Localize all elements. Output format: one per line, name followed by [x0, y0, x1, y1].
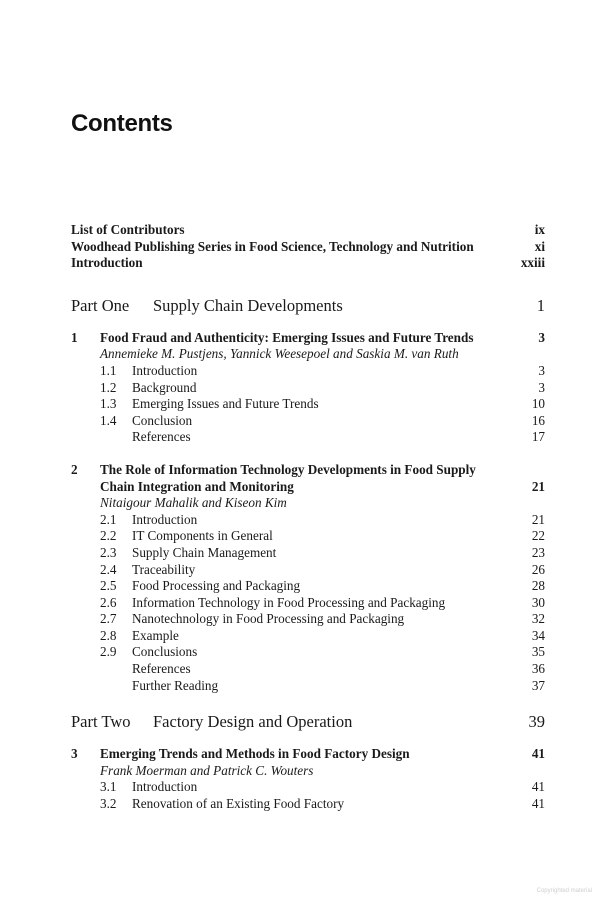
front-matter-title: Woodhead Publishing Series in Food Science, Technology and Nutrition — [71, 238, 474, 254]
section-title: Conclusions — [132, 644, 198, 660]
section-number: 1.2 — [100, 379, 117, 395]
part-page: 1 — [536, 295, 545, 315]
chapter-heading[interactable] — [71, 462, 545, 495]
section-page: 3 — [538, 362, 545, 378]
section-number: 1.4 — [100, 412, 117, 428]
section-title: Information Technology in Food Processing and Packaging — [132, 594, 446, 610]
section-title: Introduction — [132, 779, 198, 795]
front-matter-page: xi — [534, 238, 545, 254]
chapter-number: 2 — [71, 461, 78, 477]
section-entry[interactable] — [71, 528, 545, 545]
copyright-watermark: Copyrighted material — [536, 888, 592, 894]
section-page: 28 — [531, 578, 545, 594]
chapter-title: Food Fraud and Authenticity: Emerging Issues and Future Trends — [100, 329, 474, 345]
section-page: 35 — [531, 644, 545, 660]
part-page: 39 — [528, 712, 545, 732]
section-entry[interactable] — [71, 396, 545, 413]
section-number: 1.3 — [100, 396, 117, 412]
section-page: 41 — [531, 796, 545, 812]
section-page: 30 — [531, 594, 545, 610]
section-page: 10 — [531, 396, 545, 412]
section-page: 26 — [531, 561, 545, 577]
section-number: 2.1 — [100, 511, 117, 527]
section-entry[interactable] — [71, 678, 545, 695]
section-page: 23 — [531, 544, 545, 560]
section-page: 22 — [531, 528, 545, 544]
chapter-title-block — [100, 462, 515, 495]
section-number: 3.2 — [100, 796, 117, 812]
section-title: Conclusion — [132, 412, 193, 428]
part-title: Factory Design and Operation — [153, 712, 353, 732]
section-title: Introduction — [132, 362, 198, 378]
front-matter-item[interactable] — [71, 222, 545, 239]
chapter-authors: Annemieke M. Pustjens, Yannick Weesepoel and Saskia M. van Ruth — [100, 346, 459, 362]
section-title: Supply Chain Management — [132, 544, 277, 560]
section-title: IT Components in General — [132, 528, 273, 544]
chapter-heading[interactable] — [71, 330, 545, 347]
section-title: Emerging Issues and Future Trends — [132, 396, 319, 412]
section-number: 2.7 — [100, 611, 117, 627]
chapter-number: 1 — [71, 329, 78, 345]
section-number: 2.6 — [100, 594, 117, 610]
section-page: 16 — [531, 412, 545, 428]
chapter-title: Emerging Trends and Methods in Food Factory Design — [100, 746, 410, 762]
front-matter-page: ix — [534, 222, 545, 237]
section-entry[interactable] — [71, 628, 545, 645]
front-matter-page: xxiii — [520, 255, 545, 271]
part-heading[interactable] — [71, 712, 545, 732]
section-entry[interactable] — [71, 429, 545, 446]
section-page: 3 — [538, 379, 545, 395]
table-of-contents — [71, 222, 545, 813]
section-title: Introduction — [132, 511, 198, 527]
section-entry[interactable] — [71, 413, 545, 430]
chapter-title: The Role of Information Technology Developments in Food Supply — [100, 461, 476, 477]
chapter-number: 3 — [71, 746, 78, 762]
part-heading[interactable] — [71, 296, 545, 316]
section-entry[interactable] — [71, 363, 545, 380]
section-title: References — [132, 429, 191, 445]
section-page: 37 — [531, 677, 545, 693]
part-label: Part Two — [71, 712, 131, 732]
section-page: 36 — [531, 661, 545, 677]
section-title: Traceability — [132, 561, 196, 577]
section-entry[interactable] — [71, 512, 545, 529]
section-page: 41 — [531, 779, 545, 795]
section-number: 2.3 — [100, 544, 117, 560]
section-number: 3.1 — [100, 779, 117, 795]
section-entry[interactable] — [71, 661, 545, 678]
chapter-title-line2: Chain Integration and Monitoring — [100, 478, 294, 494]
section-number: 2.8 — [100, 627, 117, 643]
chapter-heading[interactable] — [71, 746, 545, 763]
front-matter-title: List of Contributors — [71, 222, 185, 237]
section-entry[interactable] — [71, 380, 545, 397]
front-matter-title: Introduction — [71, 255, 143, 271]
front-matter-item[interactable] — [71, 255, 545, 272]
section-page: 32 — [531, 611, 545, 627]
section-title: Example — [132, 627, 179, 643]
front-matter-item[interactable] — [71, 239, 545, 256]
chapter-authors: Frank Moerman and Patrick C. Wouters — [100, 762, 314, 778]
section-entry[interactable] — [71, 595, 545, 612]
section-title: Nanotechnology in Food Processing and Packaging — [132, 611, 405, 627]
section-page: 34 — [531, 627, 545, 643]
chapter-page: 21 — [531, 478, 545, 494]
section-page: 17 — [531, 429, 545, 445]
section-entry[interactable] — [71, 779, 545, 796]
section-entry[interactable] — [71, 796, 545, 813]
section-number: 2.5 — [100, 578, 117, 594]
section-number: 2.4 — [100, 561, 117, 577]
chapter-page: 3 — [538, 329, 545, 345]
section-entry[interactable] — [71, 578, 545, 595]
part-label: Part One — [71, 295, 130, 315]
section-number: 2.9 — [100, 644, 117, 660]
section-entry[interactable] — [71, 545, 545, 562]
section-entry[interactable] — [71, 562, 545, 579]
chapter-page: 41 — [531, 746, 545, 762]
section-page: 21 — [531, 511, 545, 527]
section-entry[interactable] — [71, 644, 545, 661]
page-title: Contents — [71, 110, 173, 137]
section-title: Further Reading — [132, 677, 219, 693]
chapter-authors: Nitaigour Mahalik and Kiseon Kim — [100, 495, 287, 511]
section-title: Background — [132, 379, 197, 395]
section-title: Food Processing and Packaging — [132, 578, 301, 594]
section-entry[interactable] — [71, 611, 545, 628]
section-number: 1.1 — [100, 362, 117, 378]
part-title: Supply Chain Developments — [153, 295, 343, 315]
section-number: 2.2 — [100, 528, 117, 544]
section-title: Renovation of an Existing Food Factory — [132, 796, 345, 812]
section-title: References — [132, 661, 191, 677]
